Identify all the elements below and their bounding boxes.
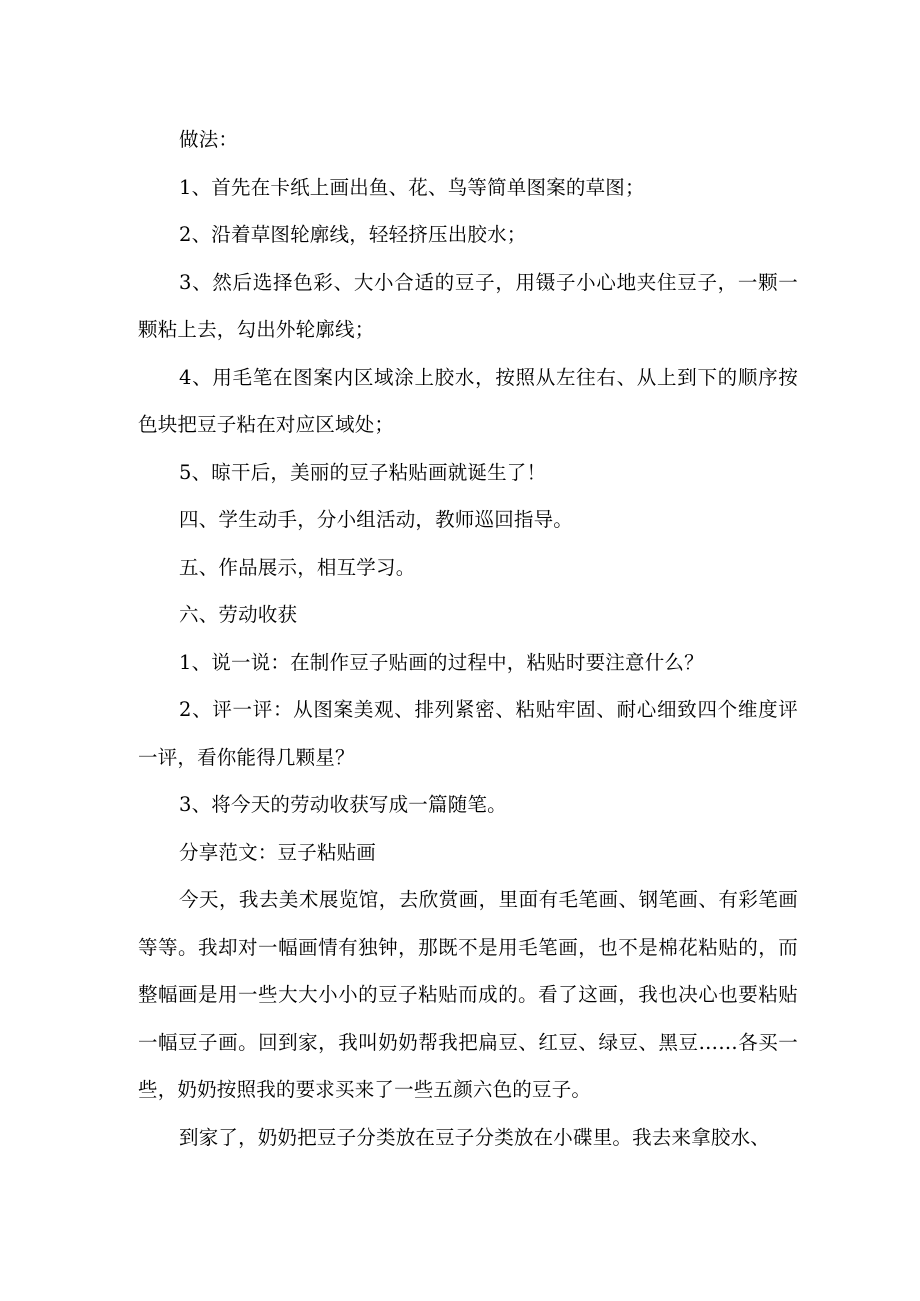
harvest-item-1: 1、说一说：在制作豆子贴画的过程中，粘贴时要注意什么？ — [179, 650, 704, 674]
essay-paragraph-1: 今天，我去美术展览馆，去欣赏画，里面有毛笔画、钢笔画、有彩笔画等等。我却对一幅画情有独钟，那既不是用毛笔画，也不是棉花粘贴的，而整幅画是用一些大大小小的豆子粘贴而成的。看了这画，我也决心也要粘贴一幅豆子画。回到家，我叫奶奶帮我把扁豆、红豆、绿豆、黑豆……各买一些，奶奶按照我的要求买来了一些五颜六色的豆子。 — [138, 888, 798, 1101]
document-body — [138, 116, 798, 1161]
step-1: 1、首先在卡纸上画出鱼、花、鸟等简单图案的草图； — [179, 175, 645, 199]
step-4: 4、用毛笔在图案内区域涂上胶水，按照从左往右、从上到下的顺序按色块把豆子粘在对应区域处； — [138, 365, 798, 436]
sample-essay-title: 分享范文：豆子粘贴画 — [179, 840, 377, 864]
step-2: 2、沿着草图轮廓线，轻轻挤压出胶水； — [179, 223, 527, 246]
harvest-item-3: 3、将今天的劳动收获写成一篇随笔。 — [179, 793, 507, 816]
section-4-heading: 四、学生动手，分小组活动，教师巡回指导。 — [179, 508, 574, 531]
section-6-heading: 六、劳动收获 — [179, 603, 298, 626]
step-5: 5、晾干后，美丽的豆子粘贴画就诞生了！ — [179, 460, 547, 484]
essay-paragraph-2: 到家了，奶奶把豆子分类放在豆子分类放在小碟里。我去来拿胶水、 — [179, 1125, 771, 1149]
harvest-item-2: 2、评一评：从图案美观、排列紧密、粘贴牢固、耐心细致四个维度评一评，看你能得几颗星？ — [138, 698, 798, 769]
section-5-heading: 五、作品展示，相互学习。 — [179, 555, 416, 579]
step-3: 3、然后选择色彩、大小合适的豆子，用镊子小心地夹住豆子，一颗一颗粘上去，勾出外轮廓线； — [138, 270, 798, 341]
method-heading: 做法： — [179, 128, 239, 151]
